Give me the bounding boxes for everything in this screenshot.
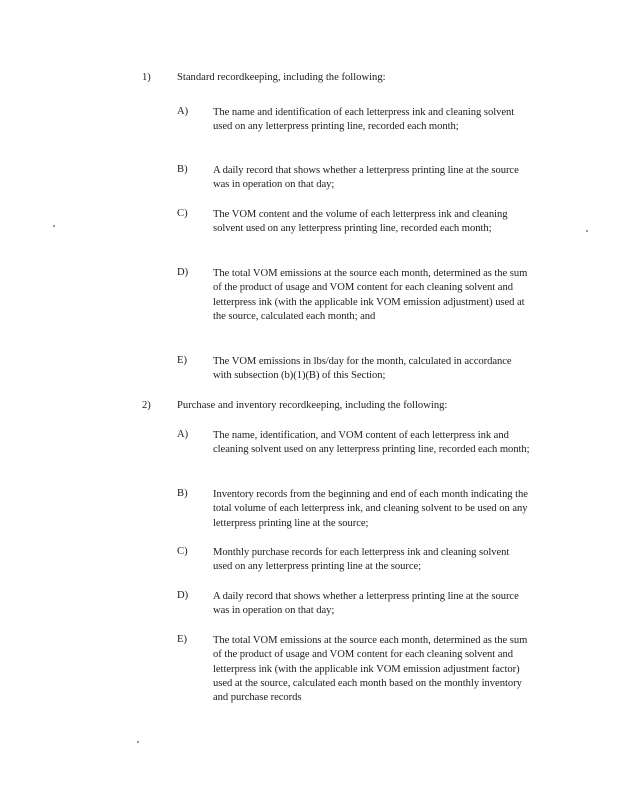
item-letter: B)	[177, 164, 188, 175]
item-text: A daily record that shows whether a letterpress printing line at the source was in operation on that day;	[213, 591, 519, 617]
item-letter: E)	[177, 355, 187, 366]
item-text: The total VOM emissions at the source each month, determined as the sum of the product of usage and VOM content for each cleaning solvent and letterpress ink (with the applicable ink VOM emission adjustment) used at the source, calculated each month; and	[213, 268, 528, 322]
section-number: 1)	[142, 72, 151, 83]
item-text: The VOM emissions in lbs/day for the month, calculated in accordance with subsection (b)(1)(B) of this Section;	[213, 356, 512, 382]
item-letter: C)	[177, 546, 188, 557]
section-heading: Purchase and inventory recordkeeping, including the following:	[177, 400, 448, 411]
section-heading: Standard recordkeeping, including the following:	[177, 72, 386, 83]
item-text: Inventory records from the beginning and end of each month indicating the total volume of each letterpress ink, and cleaning solvent to be used on any letterpress printing line at the source;	[213, 489, 528, 529]
item-text: The VOM content and the volume of each letterpress ink and cleaning solvent used on any letterpress printing line, recorded each month;	[213, 209, 508, 235]
scan-speck	[137, 741, 139, 743]
item-letter: E)	[177, 634, 187, 645]
item-letter: A)	[177, 106, 189, 117]
item-letter: B)	[177, 488, 188, 499]
item-text: Monthly purchase records for each letterpress ink and cleaning solvent used on any letterpress printing line at the source;	[213, 547, 510, 573]
item-text: A daily record that shows whether a letterpress printing line at the source was in operation on that day;	[213, 165, 519, 191]
section-number: 2)	[142, 400, 151, 411]
scan-speck	[586, 230, 588, 232]
item-text: The total VOM emissions at the source each month, determined as the sum of the product of usage and VOM content for each cleaning solvent and letterpress ink (with the applicable ink VOM emission adjustment factor) used at the source, calculated each month based on the monthly inventory and purchase records	[213, 635, 528, 704]
item-text: The name and identification of each letterpress ink and cleaning solvent used on any letterpress printing line, recorded each month;	[213, 107, 515, 133]
item-letter: A)	[177, 429, 189, 440]
item-letter: D)	[177, 590, 189, 601]
item-letter: D)	[177, 267, 189, 278]
item-letter: C)	[177, 208, 188, 219]
item-text: The name, identification, and VOM content of each letterpress ink and cleaning solvent used on any letterpress printing line, recorded each month;	[213, 430, 530, 456]
scan-speck	[53, 225, 55, 227]
